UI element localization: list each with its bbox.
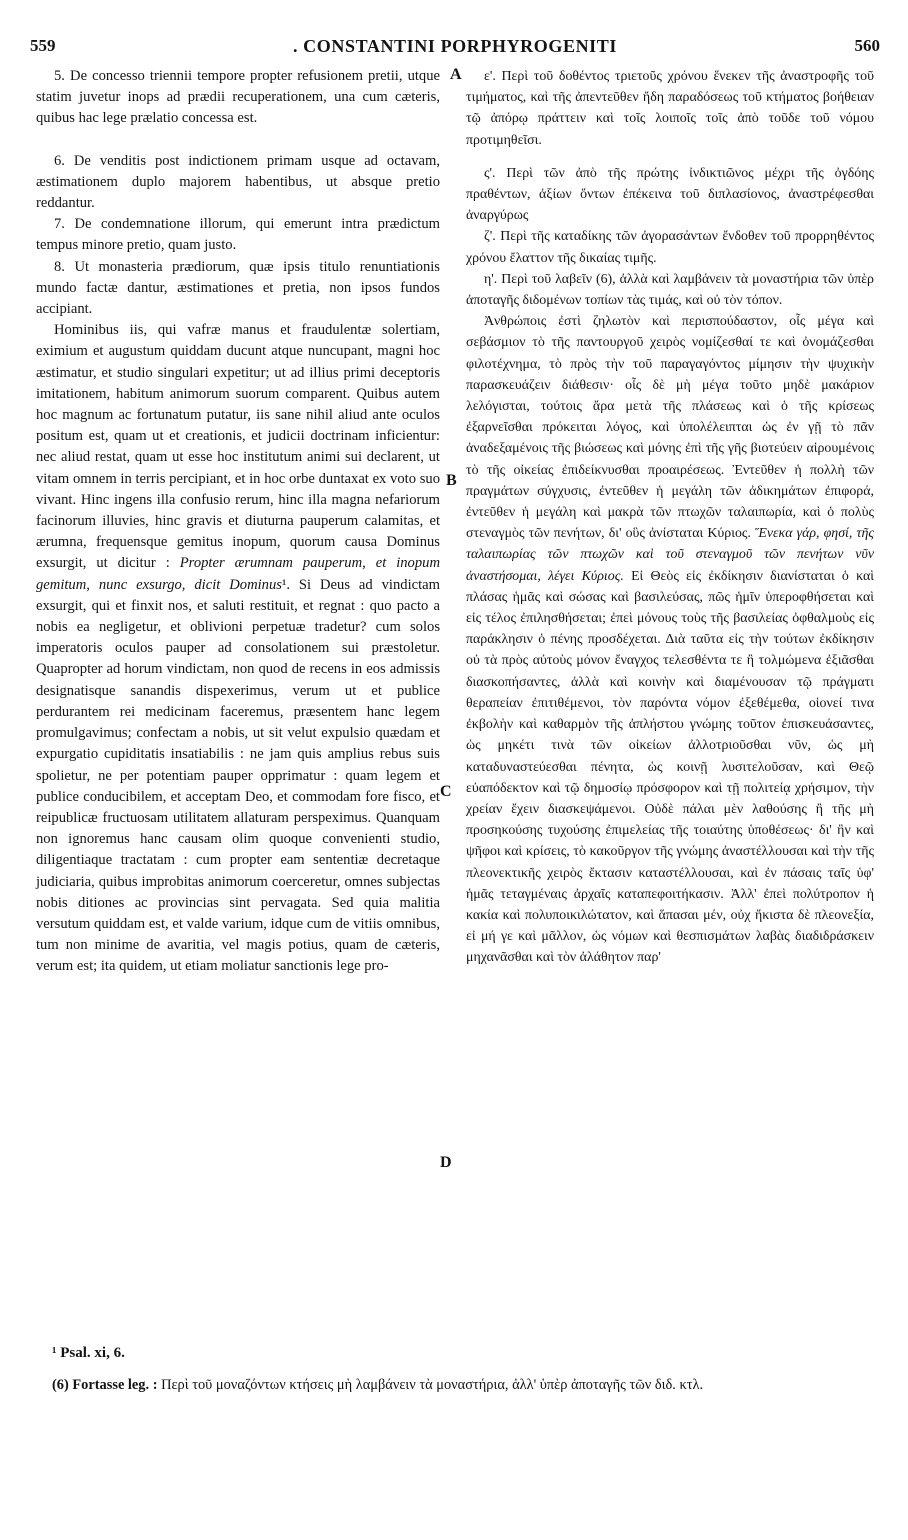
latin-heading-7: 7. De condemnatione illorum, qui emerunt intra prædictum tempus minore pretio, quam justo.	[36, 216, 440, 254]
greek-body	[466, 311, 874, 968]
footnote-text: Περὶ τοῦ μοναζόντων κτήσεις μὴ λαμβάνειν τὰ μοναστήρια, ἀλλ' ὑπὲρ ἀποταγῆς τῶν διδ. κτλ.	[161, 1377, 704, 1393]
greek-heading-5: ε'. Περὶ τοῦ δοθέντος τριετοῦς χρόνου ἕνεκεν τῆς ἀναστροφῆς τοῦ τιμήματος, καὶ τῆς ἀπεντεῦθεν ἤδη παραδόσεως τοῦ κτήματος βοήθειαν τῷ ἀπόρῳ πράττειν καὶ τοῖς λοιποῖς τοῖς ἀπὸ τοῦδε τοῦ νόμου προτιμηθεῖσι.	[466, 69, 874, 148]
margin-letter-b: B	[446, 472, 457, 489]
latin-body	[36, 320, 440, 977]
latin-body-part-2: ¹. Si Deus ad vindictam exsurgit, qui et finxit nos, et saluti restituit, et regnat : quo pacto a nobis ea negligetur, et oblivioni perpetuæ tradetur? cum solos imperatoris oculos pauper ad consolationem sui præstoletur. Quapropter ad horum vindictam, non quod de recens in eos admissis designatisque sanandis dispexerimus, verum ut et publice perdurantem rei medicinam faceremus, præsentem hanc legem promulgavimus; confectam a nobis, ut sit velut expulsio quædam et expurgatio cupiditatis insatiabilis : ne jam quis amplius rebus suis spolietur, ne per potentiam pauper opprimatur : quam legem et publice conducibilem, et acceptam Deo, et commodam fore fisco, et reipublicæ fructuosam utilitatem allaturam perspeximus. Quanquam non ignoremus hanc causam olim quoque convenienti studio, diligentiaque tractatam : cum propter eam sententiæ decretaque judiciaria, quibus improbitas animorum coerceretur, omnes subjectas nobis ditiones ac provincias sint pervagata. Sed quia malitia versutum quiddam est, et valde varium, idque cum de vitiis omnibus, tum non minime de avaritia, vel magis potius, quam de cæteris, verum est; ita quidem, ut etiam moliatur sanctionis lege pro-	[36, 576, 440, 975]
latin-body-part-1: Hominibus iis, qui vafræ manus et fraudulentæ solertiam, eximium et augustum quiddam ducunt atque nuncupant, magni hoc æstimatur, et studio singulari expetitur; ut ad illius primi deceptoris imitationem, habitum animorum suorum comparent. Quibus autem hoc magnum ac fortunatum putatur, iis sane nihil aliud ante oculos positum est, quam ut et creationis, et judicii doctrinam inficientur: nec aliud restat, quam ut esse hoc institutum animi sui declarent, ut vitam omnem in terris percipiant, et in hoc orbe duntaxat ex voto suo vivant. Hinc ingens illa confusio rerum, hinc illa magna nefariorum facinorum illuvies, hinc gravis et diuturna pauperum calamitas, et ærumna, frequensque gemitus inopum, quorum causa Dominus exsurgit, ut dicitur :	[36, 322, 440, 572]
latin-column	[36, 66, 440, 978]
page-number-right: 560	[854, 36, 880, 55]
latin-heading-5: 5. De concesso triennii tempore propter refusionem pretii, utque statim juvetur inops ad prædii recuperationem, una cum cæteris, quibus hac lege prælatio concessa est.	[36, 68, 440, 127]
greek-heading-8: η'. Περὶ τοῦ λαβεῖν (6), ἀλλὰ καὶ λαμβάνειν τὰ μοναστήρια τῶν ὑπὲρ ἀποταγῆς διδομένων τοπίων τὰς τιμάς, καὶ οὐ τὸν τόπον.	[466, 271, 874, 309]
latin-quotation: Propter ærumnam pauperum, et inopum gemitum, nunc exsurgo, dicit Dominus	[36, 555, 440, 593]
greek-quotation: Ἕνεκα γάρ, φησί, τῆς ταλαιπωρίας τῶν πτωχῶν καὶ τοῦ στεναγμοῦ τῶν πενήτων νῦν ἀναστήσομαι, λέγει Κύριος.	[466, 526, 874, 584]
greek-body-part-2: Εἰ Θεὸς εἰς ἐκδίκησιν διανίσταται ὁ καὶ πλάσας ἡμᾶς καὶ σώσας καὶ βασιλεύσας, πῶς ἡμῖν ὑπεροφθήσεται καὶ εἰς τέλος ἐπιλησθήσεται; ἐπεὶ μόνους τοὺς τῆς βασιλείας ὀφθαλμοὺς εἰς παράκλησιν ὁ πένης προσδέχεται. Διὰ ταῦτα εἰς τὴν τούτων ἐκδίκησιν οὐ τὰ πρὸς αὐτοὺς μόνον ἔναγχος τελεσθέντα τε ἢ τολμώμενα ἐξιᾶσθαι διασκοπήσαντες, ἀλλὰ καὶ κοινὴν καὶ διαμένουσαν τῷ πράγματι θεραπείαν ἐπιτιθέμενοι, τὸν παρόντα νόμον ἐξεθέμεθα, οἱονεί τινα ἐκβολὴν καὶ καθαρμὸν τῆς ἀπλήστου γνώμης τοῦτον ἐπισκευάσαντες, ὡς μηκέτι τινὰ τῶν οἰκείων ἀλλοτριοῦσθαι νῦν, ὡς μὴ καταδυναστεύεσθαι πένητα, ὡς κοινῇ λυσιτελοῦσαν, καὶ Θεῷ εὐαπόδεκτον καὶ τῷ δημοσίῳ πρόσφορον καὶ τῇ πολιτείᾳ χρήσιμον, τὴν χρείαν ἔχειν διασκεψάμενοι. Οὐδὲ πάλαι μὲν λαθούσης ἢ τῆς μὴ προσηκούσης τυχούσης ἐπιμελείας τῆς τοιαύτης ὑποθέσεως· δι' ἣν καὶ ψῆφοι καὶ κρίσεις, τὸ κακοῦργον τῆς γνώμης ἀναστέλλουσαι καὶ τὴν τῆς πλεονεκτικῆς χειρὸς ἔκτασιν καταστέλλουσαι, καὶ ἐν πάσαις ταῖς ὑφ' ἡμᾶς τεταγμέναις ἀρχαῖς καταπεφοιτήκασιν. Ἀλλ' ἐπεὶ πολύτροπον ἡ κακία καὶ πολυποικιλώτατον, καὶ ἅπασαι μέν, οὐχ ἥκιστα δὲ πλεονεξία, εἰ μή γε καὶ μᾶλλον, ὡς νόμων καὶ θεσπισμάτων λαβὰς διαδιδράσκειν μηχανᾶσθαι καὶ τὸν ἀλάθητον παρ'	[466, 568, 874, 966]
latin-heading-6: 6. De venditis post indictionem primam usque ad octavam, æstimationem duplo majorem habentibus, ut absque pretio reddantur.	[36, 152, 440, 212]
greek-body-part-1: Ἀνθρώποις ἐστὶ ζηλωτὸν καὶ περισπούδαστον, οἷς μέγα καὶ σεβάσμιον τὸ τῆς παντουργοῦ χειρὸς νομίζεσθαί τε καὶ ὀνομάζεσθαι φιλοτέχνημα, τὸ πρὸς τὴν τοῦ παραγαγόντος μίμησιν τὴν ψυχικὴν παρασκευάζειν διάθεσιν· οἷς δὲ μὴ μέγα τοῦτο μηδὲ μακάριον λελόγισται, τούτοις ἄρα μετὰ τῆς πλάσεως καὶ ὁ τῆς κρίσεως ἐξαρνεῖσθαι πρόκειται λόγος, καὶ ὑπολέλειπται ὡς ἐν γῇ τὸ πᾶν ἀναδεξαμένοις τῆς βιώσεως καὶ μόνης ἐπὶ τῆς γῆς βιοτεύειν αἱρουμένοις τὸ τῆς οἰκείας ἐπιδείκνυσθαι προαιρέσεως. Ἐντεῦθεν ἡ πολλὴ τῶν πραγμάτων σύγχυσις, ἐντεῦθεν ἡ μεγάλη τῶν ἀδικημάτων ἐπιφορά, ἐντεῦθεν ἡ μεγάλη καὶ μακρὰ τῶν πτωχῶν ταλαιπωρία, καὶ ὁ πολὺς στεναγμὸς τῶν πενήτων, δι' οὓς ἀνίσταται Κύριος.	[466, 314, 874, 542]
running-header	[30, 36, 880, 58]
footnote-psalm-reference: ¹ Psal. xi, 6.	[52, 1345, 125, 1361]
greek-column	[466, 66, 874, 969]
margin-letter-a: A	[450, 66, 462, 83]
greek-heading-6: ς'. Περὶ τῶν ἀπὸ τῆς πρώτης ἰνδικτιῶνος μέχρι τῆς ὀγδόης πραθέντων, ἀξίων ὄντων ἐπέκεινα τοῦ διπλασίονος, ἀναστρέφεσθαι ἀναργύρως	[466, 165, 874, 224]
margin-letter-c: C	[440, 783, 452, 800]
running-title: . CONSTANTINI PORPHYROGENITI	[292, 36, 617, 56]
greek-heading-7: ζ'. Περὶ τῆς καταδίκης τῶν ἀγορασάντων ἔνδοθεν τοῦ προρρηθέντος χρόνου ἔλαττον τῆς δικαίας τιμῆς.	[466, 229, 874, 266]
latin-heading-8: 8. Ut monasteria prædiorum, quæ ipsis titulo renuntiationis mundo factæ dantur, æstimationes et pretia, non ipsos fundos accipiant.	[36, 258, 440, 318]
footnote-6	[52, 1376, 872, 1394]
footnote-lead: (6) Fortasse leg. :	[52, 1377, 158, 1393]
page-number-left: 559	[30, 36, 56, 55]
margin-letter-d: D	[440, 1154, 452, 1171]
